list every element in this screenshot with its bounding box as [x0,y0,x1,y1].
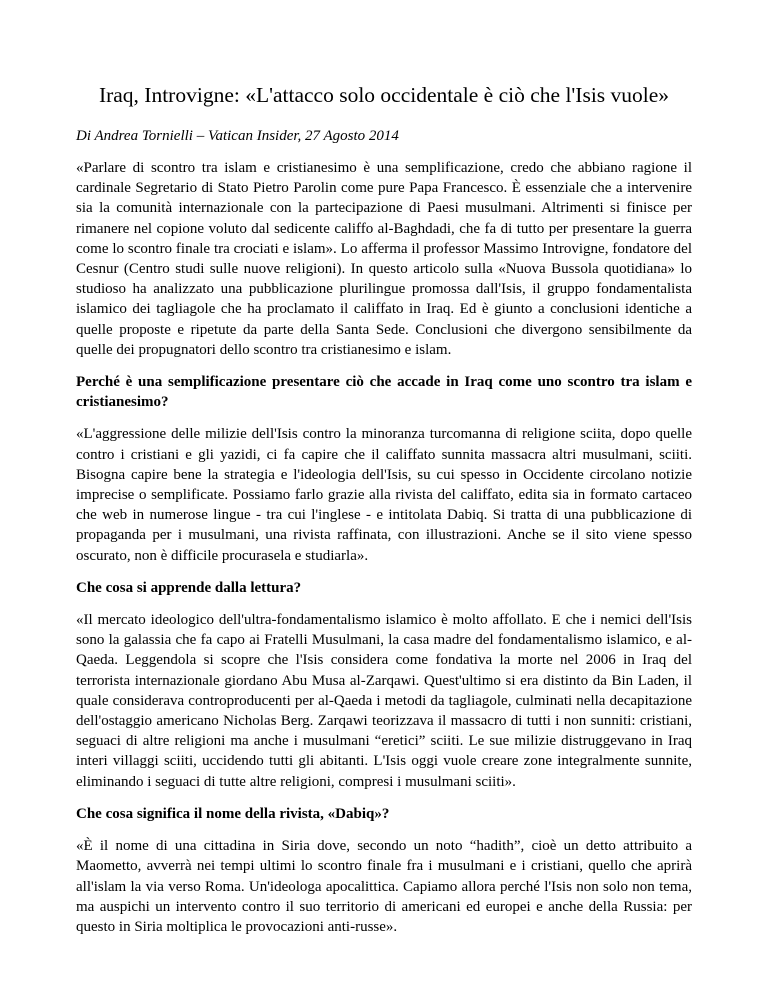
question-3: Che cosa significa il nome della rivista, «Dabiq»? [76,805,390,822]
question-1: Perché è una semplificazione presentare ciò che accade in Iraq come uno scontro tra islam e cristianesimo? [76,374,692,411]
question-2: Che cosa si apprende dalla lettura? [76,579,302,596]
answer-3: «È il nome di una cittadina in Siria dove, secondo un noto “hadith”, cioè un detto attribuito a Maometto, avverrà nei tempi ultimi lo scontro finale fra i musulmani e i cristiani, quello che aprirà all'islam la via verso Roma. Un'ideologa apocalittica. Capiamo allora perché l'Isis non solo non tema, ma auspichi un intervento contro il suo territorio di americani ed europei e anche della Russia: per questo in Siria moltiplica le provocazioni anti-russe». [76,838,692,935]
answer-1: «L'aggressione delle milizie dell'Isis contro la minoranza turcomanna di religione sciita, dopo quelle contro i cristiani e gli yazidi, ci fa capire che il califfato sunnita massacra altri musulmani, sciiti. Bisogna capire bene la strategia e l'ideologia dell'Isis, su cui spesso in Occidente circolano notizie imprecise o semplificate. Possiamo farlo grazie alla rivista del califfato, edita sia in formato cartaceo che web in numerose lingue - tra cui l'inglese - e intitolata Dabiq. Si tratta di una pubblicazione di propaganda per i musulmani, una rivista raffinata, con illustrazioni. Anche se il sito viene spesso oscurato, non è difficile procurasela e studiarla». [76,426,692,564]
answer-2: «Il mercato ideologico dell'ultra-fondamentalismo islamico è molto affollato. E che i nemici dell'Isis sono la galassia che fa capo ai Fratelli Musulmani, la casa madre del fondamentalismo islamico, e al-Qaeda. Leggendola si scopre che l'Isis considera come fondativa la morte nel 2006 in Iraq del terrorista internazionale giordano Abu Musa al-Zarqawi. Quest'ultimo si era distinto da Bin Laden, il quale considerava controproducenti per al-Qaeda i metodi da tagliagole, culminati nella decapitazione dell'ostaggio americano Nicholas Berg. Zarqawi teorizzava il massacro di tutti i non sunniti: cristiani, seguaci di altre religioni ma anche i musulmani “eretici” sciiti. Le sue milizie distruggevano in Iraq interi villaggi sciiti, uccidendo tutti gli abitanti. L'Isis oggi vuole creare zone integralmente sunnite, eliminando i seguaci di tutte altre religioni, compresi i musulmani sciiti». [76,612,692,790]
intro-paragraph: «Parlare di scontro tra islam e cristianesimo è una semplificazione, credo che abbiano ragione il cardinale Segretario di Stato Pietro Parolin come pure Papa Francesco. È essenziale che a intervenire sia la comunità internazionale con la partecipazione di Paesi musulmani. Altrimenti si finisce per rimanere nel copione voluto dal sedicente califfo al-Baghdadi, che fa di tutto per presentare la guerra come lo scontro finale tra crociati e islam». Lo afferma il professor Massimo Introvigne, fondatore del Cesnur (Centro studi sulle nuove religioni). In questo articolo sulla «Nuova Bussola quotidiana» lo studioso ha analizzato una pubblicazione plurilingue promossa dall'Isis, il gruppo fondamentalista islamico dei tagliagole che ha proclamato il califfato in Iraq. Ed è giunto a conclusioni identiche a quelle proposte e ripetute da parte della Santa Sede. Conclusioni che divergono sensibilmente da quelle dei propugnatori dello scontro tra cristianesimo e islam. [76,160,692,358]
article-byline: Di Andrea Tornielli – Vatican Insider, 27 Agosto 2014 [76,128,399,144]
article-title: Iraq, Introvigne: «L'attacco solo occidentale è ciò che l'Isis vuole» [98,83,670,107]
